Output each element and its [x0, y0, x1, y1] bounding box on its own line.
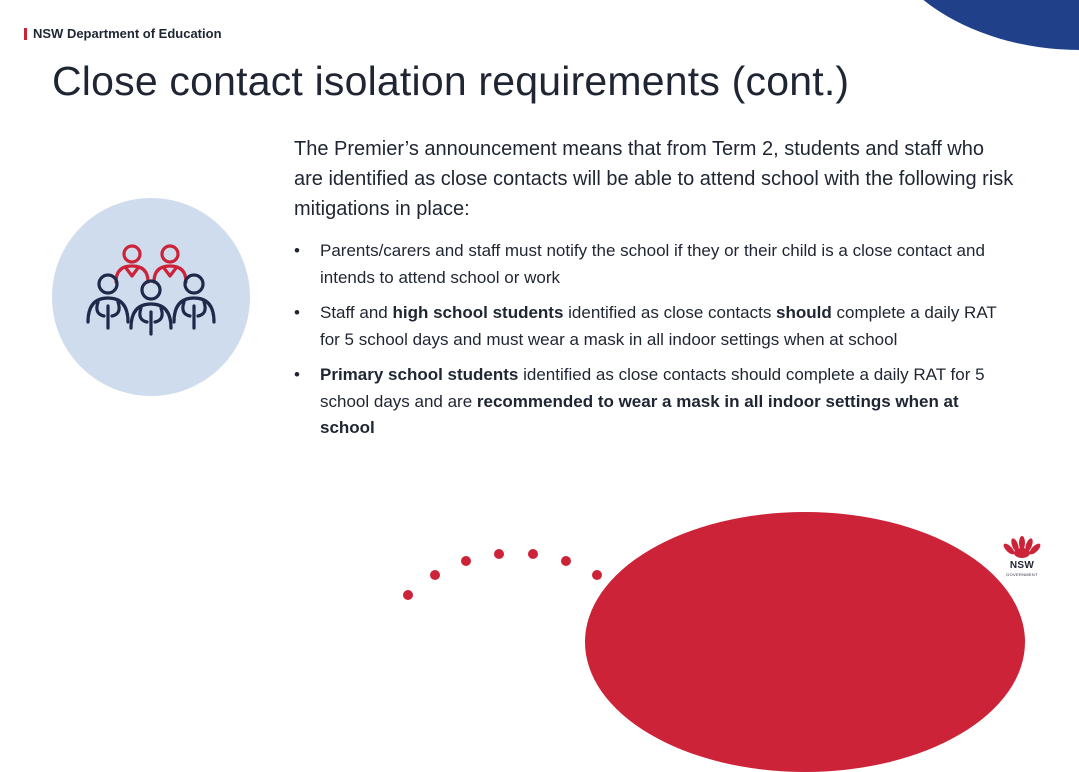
bullet-emphasis: Primary school students — [320, 365, 519, 384]
bullet-emphasis: recommended to wear a mask in all indoor settings when at school — [320, 391, 959, 437]
bullet-text: Staff and — [320, 303, 393, 322]
nsw-government-logo — [998, 535, 1046, 583]
logo-subtext: GOVERNMENT — [1006, 572, 1038, 577]
waratah-flower-icon — [998, 535, 1046, 563]
logo-wordmark: NSW — [1009, 560, 1035, 571]
bullet-emphasis: should — [776, 303, 832, 322]
group-of-people-icon — [52, 198, 250, 396]
organisation-name: NSW Department of Education — [33, 26, 222, 41]
mitigation-list — [294, 238, 1014, 442]
list-item — [294, 238, 1014, 291]
list-item — [294, 300, 1014, 353]
intro-paragraph: The Premier’s announcement means that from Term 2, students and staff who are identified as close contacts will be able to attend school with the following risk mitigations in place: — [294, 138, 1014, 220]
bullet-text: identified as close contacts — [563, 303, 777, 322]
organisation-header — [24, 26, 222, 41]
header-accent-bar — [24, 28, 27, 40]
people-illustration — [52, 198, 250, 396]
bullet-marker: • — [294, 303, 300, 322]
slide-content — [294, 134, 1014, 451]
slide-title: Close contact isolation requirements (cont.) — [52, 58, 850, 104]
bullet-text: Parents/carers and staff must notify the school if they or their child is a close contact and intends to attend school or work — [320, 241, 985, 287]
bullet-text: complete a daily RAT for 5 school days and must wear a mask in all indoor settings when at school — [320, 303, 997, 349]
bullet-marker: • — [294, 241, 300, 260]
bullet-emphasis: high school students — [392, 303, 564, 322]
bullet-marker: • — [294, 365, 300, 384]
bullet-text: identified as close contacts should complete a daily RAT for 5 school days and are — [320, 365, 985, 411]
list-item — [294, 362, 1014, 442]
